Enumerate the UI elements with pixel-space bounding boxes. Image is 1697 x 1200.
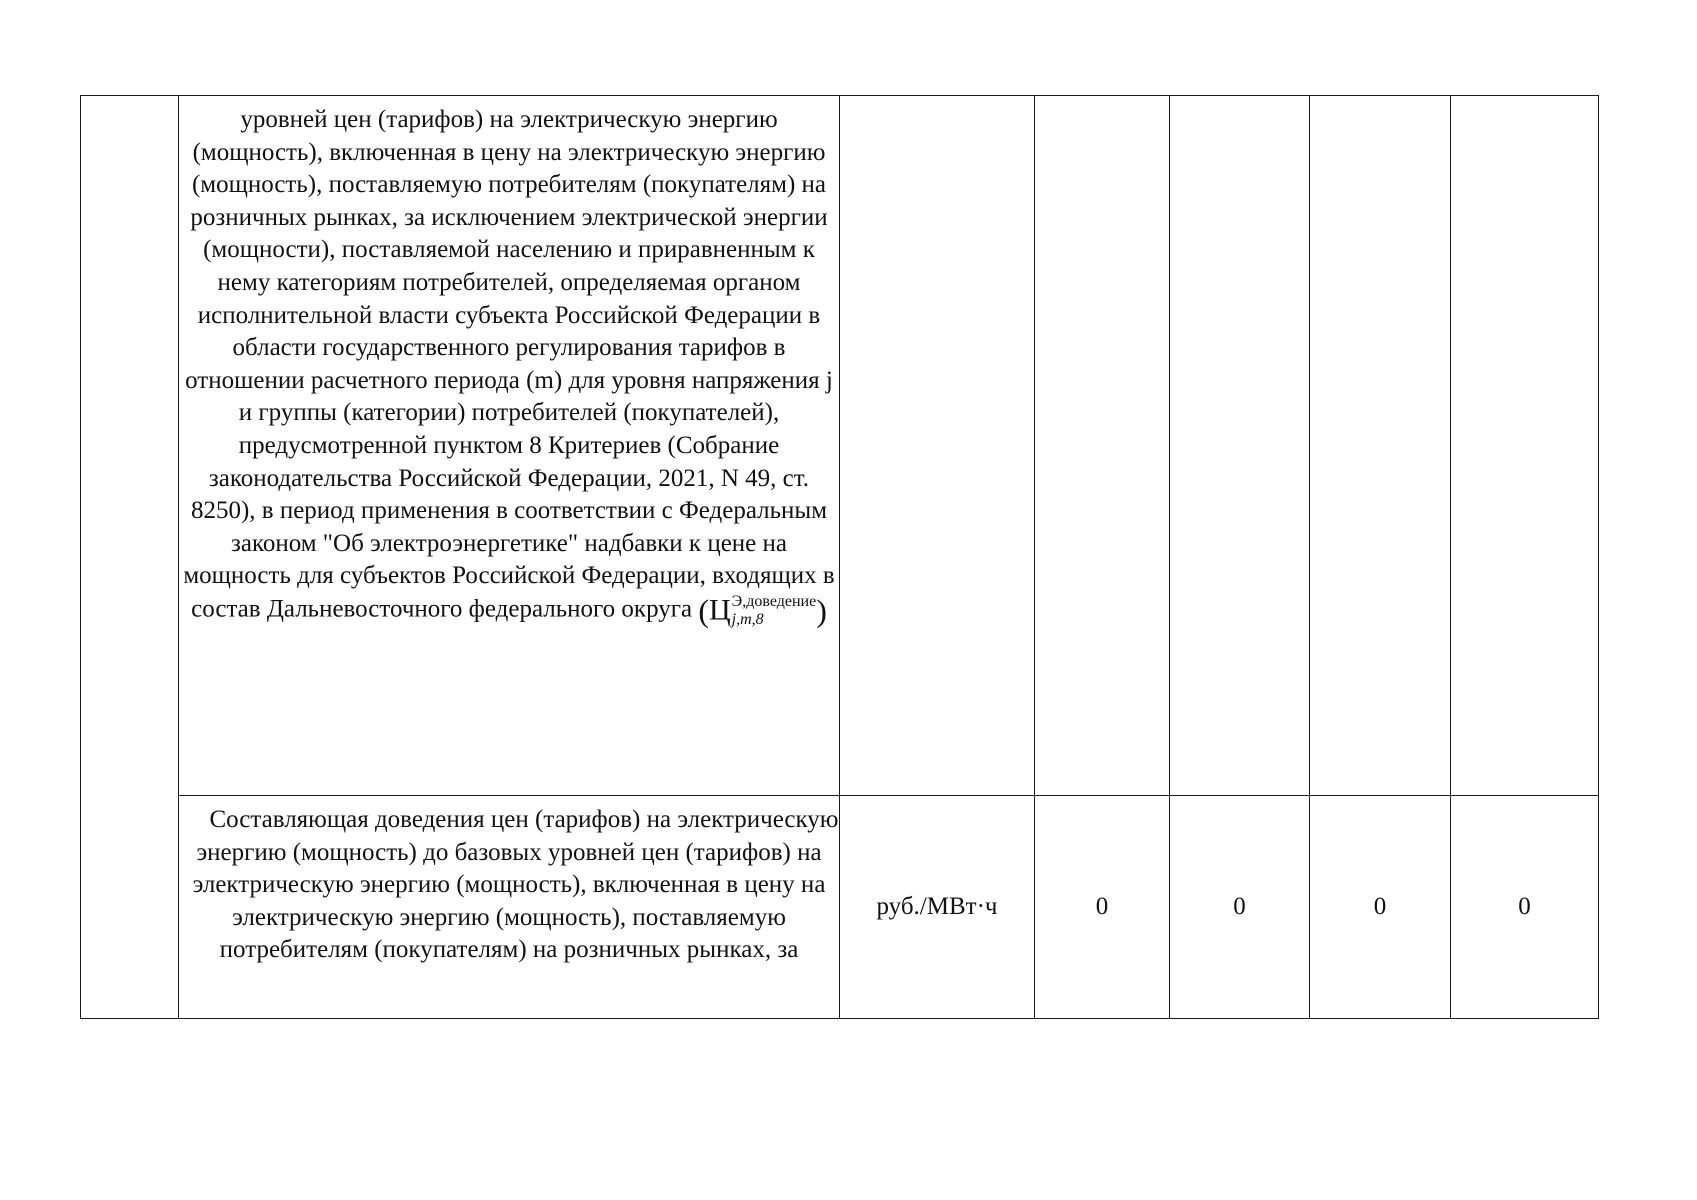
description-last-word: округа [621,595,693,623]
table-row [81,796,1599,1019]
value-cell: 0 [1170,796,1310,1019]
value-cell [1451,96,1599,796]
formula-superscript: Э,доведение [731,592,817,610]
value-cell: 0 [1310,796,1451,1019]
formula-symbol: Ц [709,593,731,627]
value-cell [1170,96,1310,796]
row-number-cell [81,796,179,1019]
tariff-table [80,95,1599,1019]
formula-close-paren: ) [816,592,827,629]
table-row [81,96,1599,796]
formula [698,593,827,629]
value-cell [1310,96,1451,796]
value-cell: 0 [1035,796,1170,1019]
value-cell [1035,96,1170,796]
formula-open-paren: ( [698,592,709,629]
unit-cell: руб./МВт·ч [840,796,1035,1019]
description-text: уровней цен (тарифов) на электрическую энергию (мощность), включенная в цену на электрическую энергию (мощность), поставляемую потребителям (покупателям) на розничных рынках, за исключением электрической энергии (мощности), поставляемой населению и приравненным к нему категориям потребителей, определяемая органом исполнительной власти субъекта Российской Федерации в области государственного регулирования тарифов в отношении расчетного периода (m) для уровня напряжения j и группы (категории) потребителей (покупателей), предусмотренной пунктом 8 Критериев (Собрание законодательства Российской Федерации, 2021, N 49, ст. 8250), в период применения в соответствии с Федеральным законом "Об электроэнергетике" надбавки к цене на мощность для субъектов Российской Федерации, входящих в состав Дальневосточного федерального [183,106,835,623]
description-cell [179,796,840,1019]
value-cell: 0 [1451,796,1599,1019]
description-text: Составляющая доведения цен (тарифов) на электрическую энергию (мощность) до базовых уровней цен (тарифов) на электрическую энергию (мощность), включенная в цену на электрическую энергию (мощность), поставляемую потребителям (покупателям) на розничных рынках, за [192,806,839,964]
unit-cell [840,96,1035,796]
formula-subscript: j,m,8 [731,610,764,628]
row-number-cell [81,96,179,796]
description-cell [179,96,840,796]
